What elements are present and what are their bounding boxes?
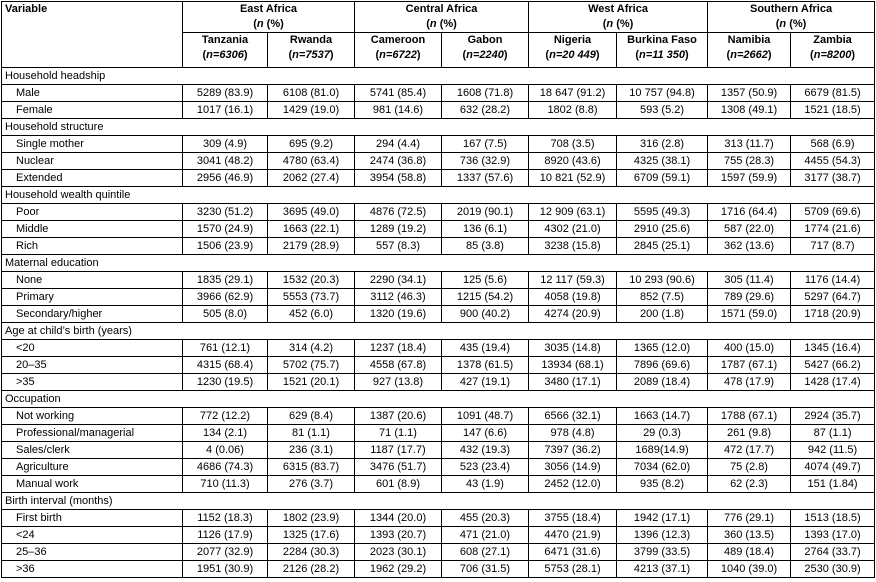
table-cell: 4470 (21.9) <box>529 527 617 544</box>
table-cell: 706 (31.5) <box>442 561 529 578</box>
table-cell: 3056 (14.9) <box>529 459 617 476</box>
region-header: Southern Africa (n (%) <box>708 2 875 33</box>
table-cell: 81 (1.1) <box>268 425 355 442</box>
table-cell: 87 (1.1) <box>791 425 875 442</box>
table-cell: 43 (1.9) <box>442 476 529 493</box>
section-row <box>2 187 875 204</box>
table-row <box>2 374 875 391</box>
table-cell: 1835 (29.1) <box>183 272 268 289</box>
row-label: Extended <box>2 170 183 187</box>
table-cell: 1320 (19.6) <box>355 306 442 323</box>
table-cell: 776 (29.1) <box>708 510 791 527</box>
table-cell: 452 (6.0) <box>268 306 355 323</box>
table-cell: 1187 (17.7) <box>355 442 442 459</box>
country-header: Burkina Faso (n=11 350) <box>617 33 708 68</box>
table-cell: 935 (8.2) <box>617 476 708 493</box>
table-cell: 1365 (12.0) <box>617 340 708 357</box>
table-cell: 695 (9.2) <box>268 136 355 153</box>
table-cell: 942 (11.5) <box>791 442 875 459</box>
table-cell: 13934 (68.1) <box>529 357 617 374</box>
table-cell: 1608 (71.8) <box>442 85 529 102</box>
table-cell: 1378 (61.5) <box>442 357 529 374</box>
table-cell: 489 (18.4) <box>708 544 791 561</box>
table-cell: 1663 (14.7) <box>617 408 708 425</box>
table-cell: 6709 (59.1) <box>617 170 708 187</box>
table-cell: 1325 (17.6) <box>268 527 355 544</box>
row-label: Male <box>2 85 183 102</box>
table-cell: 1570 (24.9) <box>183 221 268 238</box>
table-cell: 309 (4.9) <box>183 136 268 153</box>
row-label: Secondary/higher <box>2 306 183 323</box>
table-cell: 4274 (20.9) <box>529 306 617 323</box>
row-label: Primary <box>2 289 183 306</box>
table-row <box>2 408 875 425</box>
table-cell: 736 (32.9) <box>442 153 529 170</box>
row-label: None <box>2 272 183 289</box>
table-cell: 360 (13.5) <box>708 527 791 544</box>
table-row <box>2 340 875 357</box>
table-cell: 601 (8.9) <box>355 476 442 493</box>
table-cell: 294 (4.4) <box>355 136 442 153</box>
table-cell: 1718 (20.9) <box>791 306 875 323</box>
row-label: Not working <box>2 408 183 425</box>
table-cell: 717 (8.7) <box>791 238 875 255</box>
table-cell: 3177 (38.7) <box>791 170 875 187</box>
table-cell: 2910 (25.6) <box>617 221 708 238</box>
table-cell: 1951 (30.9) <box>183 561 268 578</box>
table-cell: 1716 (64.4) <box>708 204 791 221</box>
table-cell: 5427 (66.2) <box>791 357 875 374</box>
row-label: Agriculture <box>2 459 183 476</box>
table-cell: 6471 (31.6) <box>529 544 617 561</box>
table-cell: 4876 (72.5) <box>355 204 442 221</box>
table-cell: 4302 (21.0) <box>529 221 617 238</box>
table-row <box>2 170 875 187</box>
row-label: Nuclear <box>2 153 183 170</box>
table-cell: 4325 (38.1) <box>617 153 708 170</box>
table-cell: 472 (17.7) <box>708 442 791 459</box>
table-cell: 6679 (81.5) <box>791 85 875 102</box>
table-cell: 557 (8.3) <box>355 238 442 255</box>
row-label: Single mother <box>2 136 183 153</box>
table-cell: 147 (6.6) <box>442 425 529 442</box>
row-label: Poor <box>2 204 183 221</box>
table-cell: 2290 (34.1) <box>355 272 442 289</box>
table-cell: 2956 (46.9) <box>183 170 268 187</box>
table-cell: 151 (1.84) <box>791 476 875 493</box>
table-cell: 2284 (30.3) <box>268 544 355 561</box>
table-cell: 471 (21.0) <box>442 527 529 544</box>
table-cell: 3799 (33.5) <box>617 544 708 561</box>
section-title: Household headship <box>2 68 875 85</box>
table-cell: 5595 (49.3) <box>617 204 708 221</box>
table-cell: 2179 (28.9) <box>268 238 355 255</box>
table-cell: 5753 (28.1) <box>529 561 617 578</box>
country-header: Gabon (n=2240) <box>442 33 529 68</box>
table-cell: 1308 (49.1) <box>708 102 791 119</box>
table-cell: 1663 (22.1) <box>268 221 355 238</box>
table-cell: 629 (8.4) <box>268 408 355 425</box>
table-cell: 10 821 (52.9) <box>529 170 617 187</box>
table-row <box>2 204 875 221</box>
table-cell: 478 (17.9) <box>708 374 791 391</box>
section-title: Birth interval (months) <box>2 493 875 510</box>
table-cell: 1521 (18.5) <box>791 102 875 119</box>
table-cell: 1017 (16.1) <box>183 102 268 119</box>
table-cell: 134 (2.1) <box>183 425 268 442</box>
section-title: Household wealth quintile <box>2 187 875 204</box>
table-cell: 3695 (49.0) <box>268 204 355 221</box>
table-cell: 1040 (39.0) <box>708 561 791 578</box>
table-cell: 7896 (69.6) <box>617 357 708 374</box>
section-row <box>2 119 875 136</box>
table-cell: 1942 (17.1) <box>617 510 708 527</box>
region-header: East Africa (n (%) <box>183 2 355 33</box>
table-cell: 10 757 (94.8) <box>617 85 708 102</box>
table-cell: 978 (4.8) <box>529 425 617 442</box>
table-cell: 772 (12.2) <box>183 408 268 425</box>
table-cell: 1387 (20.6) <box>355 408 442 425</box>
table-cell: 523 (23.4) <box>442 459 529 476</box>
table-cell: 1521 (20.1) <box>268 374 355 391</box>
table-cell: 167 (7.5) <box>442 136 529 153</box>
table-row <box>2 561 875 578</box>
section-title: Age at child’s birth (years) <box>2 323 875 340</box>
table-cell: 1802 (8.8) <box>529 102 617 119</box>
table-cell: 1532 (20.3) <box>268 272 355 289</box>
table-cell: 2089 (18.4) <box>617 374 708 391</box>
table-cell: 710 (11.3) <box>183 476 268 493</box>
table-cell: 708 (3.5) <box>529 136 617 153</box>
table-cell: 3954 (58.8) <box>355 170 442 187</box>
table-cell: 789 (29.6) <box>708 289 791 306</box>
table-cell: 314 (4.2) <box>268 340 355 357</box>
table-cell: 125 (5.6) <box>442 272 529 289</box>
table-cell: 4 (0.06) <box>183 442 268 459</box>
table-cell: 4455 (54.3) <box>791 153 875 170</box>
table-cell: 5709 (69.6) <box>791 204 875 221</box>
table-cell: 5741 (85.4) <box>355 85 442 102</box>
table-row <box>2 102 875 119</box>
row-label: Manual work <box>2 476 183 493</box>
table-cell: 2530 (30.9) <box>791 561 875 578</box>
table-cell: 3238 (15.8) <box>529 238 617 255</box>
section-title: Household structure <box>2 119 875 136</box>
table-cell: 3476 (51.7) <box>355 459 442 476</box>
table-cell: 1393 (20.7) <box>355 527 442 544</box>
table-row <box>2 238 875 255</box>
table-row <box>2 357 875 374</box>
table-cell: 1344 (20.0) <box>355 510 442 527</box>
table-cell: 4213 (37.1) <box>617 561 708 578</box>
table-cell: 1345 (16.4) <box>791 340 875 357</box>
table-cell: 852 (7.5) <box>617 289 708 306</box>
table-row <box>2 272 875 289</box>
table-cell: 4780 (63.4) <box>268 153 355 170</box>
table-cell: 1802 (23.9) <box>268 510 355 527</box>
section-title: Occupation <box>2 391 875 408</box>
table-cell: 755 (28.3) <box>708 153 791 170</box>
table-cell: 236 (3.1) <box>268 442 355 459</box>
table-cell: 7397 (36.2) <box>529 442 617 459</box>
row-label: <20 <box>2 340 183 357</box>
row-label: 25–36 <box>2 544 183 561</box>
table-row <box>2 442 875 459</box>
table-row <box>2 85 875 102</box>
table-row <box>2 510 875 527</box>
section-title: Maternal education <box>2 255 875 272</box>
table-cell: 276 (3.7) <box>268 476 355 493</box>
section-row <box>2 255 875 272</box>
table-cell: 85 (3.8) <box>442 238 529 255</box>
table-cell: 4074 (49.7) <box>791 459 875 476</box>
variable-header: Variable <box>2 2 183 68</box>
table-cell: 3230 (51.2) <box>183 204 268 221</box>
row-label: Sales/clerk <box>2 442 183 459</box>
table-cell: 3112 (46.3) <box>355 289 442 306</box>
table-row <box>2 153 875 170</box>
table-cell: 1393 (17.0) <box>791 527 875 544</box>
table-cell: 29 (0.3) <box>617 425 708 442</box>
table-cell: 1788 (67.1) <box>708 408 791 425</box>
table-cell: 362 (13.6) <box>708 238 791 255</box>
table-cell: 568 (6.9) <box>791 136 875 153</box>
table-cell: 305 (11.4) <box>708 272 791 289</box>
table-cell: 1215 (54.2) <box>442 289 529 306</box>
row-label: >35 <box>2 374 183 391</box>
table-cell: 316 (2.8) <box>617 136 708 153</box>
table-cell: 2077 (32.9) <box>183 544 268 561</box>
table-cell: 4315 (68.4) <box>183 357 268 374</box>
table-cell: 2019 (90.1) <box>442 204 529 221</box>
table-row <box>2 306 875 323</box>
table-cell: 927 (13.8) <box>355 374 442 391</box>
table-row <box>2 136 875 153</box>
table-cell: 587 (22.0) <box>708 221 791 238</box>
table-cell: 632 (28.2) <box>442 102 529 119</box>
table-cell: 1429 (19.0) <box>268 102 355 119</box>
table-cell: 2452 (12.0) <box>529 476 617 493</box>
table-cell: 5702 (75.7) <box>268 357 355 374</box>
country-header: Nigeria (n=20 449) <box>529 33 617 68</box>
table-cell: 981 (14.6) <box>355 102 442 119</box>
table-cell: 7034 (62.0) <box>617 459 708 476</box>
row-label: Female <box>2 102 183 119</box>
country-header: Namibia (n=2662) <box>708 33 791 68</box>
country-header: Rwanda (n=7537) <box>268 33 355 68</box>
table-cell: 2062 (27.4) <box>268 170 355 187</box>
table-row <box>2 221 875 238</box>
row-label: >36 <box>2 561 183 578</box>
table-row <box>2 289 875 306</box>
row-label: First birth <box>2 510 183 527</box>
table-cell: 2924 (35.7) <box>791 408 875 425</box>
table-cell: 4686 (74.3) <box>183 459 268 476</box>
table-cell: 62 (2.3) <box>708 476 791 493</box>
table-row <box>2 527 875 544</box>
row-label: Middle <box>2 221 183 238</box>
country-header: Tanzania (n=6306) <box>183 33 268 68</box>
table-cell: 2764 (33.7) <box>791 544 875 561</box>
table-cell: 6315 (83.7) <box>268 459 355 476</box>
table-row <box>2 544 875 561</box>
table-cell: 1428 (17.4) <box>791 374 875 391</box>
table-cell: 3035 (14.8) <box>529 340 617 357</box>
table-cell: 435 (19.4) <box>442 340 529 357</box>
table-cell: 505 (8.0) <box>183 306 268 323</box>
section-row <box>2 391 875 408</box>
table-cell: 5289 (83.9) <box>183 85 268 102</box>
section-row <box>2 493 875 510</box>
table-cell: 5553 (73.7) <box>268 289 355 306</box>
table-cell: 5297 (64.7) <box>791 289 875 306</box>
table-cell: 261 (9.8) <box>708 425 791 442</box>
table-cell: 4058 (19.8) <box>529 289 617 306</box>
table-cell: 1396 (12.3) <box>617 527 708 544</box>
demographics-table <box>1 1 875 578</box>
table-row <box>2 476 875 493</box>
row-label: Rich <box>2 238 183 255</box>
table-cell: 1689(14.9) <box>617 442 708 459</box>
table-cell: 1230 (19.5) <box>183 374 268 391</box>
table-cell: 3966 (62.9) <box>183 289 268 306</box>
table-cell: 1506 (23.9) <box>183 238 268 255</box>
table-cell: 427 (19.1) <box>442 374 529 391</box>
row-label: Professional/managerial <box>2 425 183 442</box>
table-cell: 3755 (18.4) <box>529 510 617 527</box>
table-cell: 8920 (43.6) <box>529 153 617 170</box>
table-cell: 1152 (18.3) <box>183 510 268 527</box>
table-cell: 2023 (30.1) <box>355 544 442 561</box>
table-cell: 75 (2.8) <box>708 459 791 476</box>
table-cell: 1176 (14.4) <box>791 272 875 289</box>
table-cell: 1774 (21.6) <box>791 221 875 238</box>
table-cell: 761 (12.1) <box>183 340 268 357</box>
row-label: <24 <box>2 527 183 544</box>
table-cell: 593 (5.2) <box>617 102 708 119</box>
table-cell: 4558 (67.8) <box>355 357 442 374</box>
table-cell: 136 (6.1) <box>442 221 529 238</box>
section-row <box>2 323 875 340</box>
table-cell: 12 909 (63.1) <box>529 204 617 221</box>
table-row <box>2 425 875 442</box>
table-cell: 1571 (59.0) <box>708 306 791 323</box>
table-cell: 1126 (17.9) <box>183 527 268 544</box>
table-cell: 3480 (17.1) <box>529 374 617 391</box>
region-header: West Africa (n (%) <box>529 2 708 33</box>
table-cell: 200 (1.8) <box>617 306 708 323</box>
country-header: Zambia (n=8200) <box>791 33 875 68</box>
table-cell: 1289 (19.2) <box>355 221 442 238</box>
table-cell: 1787 (67.1) <box>708 357 791 374</box>
table-cell: 455 (20.3) <box>442 510 529 527</box>
table-cell: 2126 (28.2) <box>268 561 355 578</box>
table-cell: 400 (15.0) <box>708 340 791 357</box>
table-cell: 6566 (32.1) <box>529 408 617 425</box>
table-cell: 3041 (48.2) <box>183 153 268 170</box>
table-cell: 1091 (48.7) <box>442 408 529 425</box>
table-cell: 12 117 (59.3) <box>529 272 617 289</box>
table-cell: 432 (19.3) <box>442 442 529 459</box>
table-cell: 2845 (25.1) <box>617 238 708 255</box>
section-row <box>2 68 875 85</box>
table-cell: 313 (11.7) <box>708 136 791 153</box>
table-cell: 6108 (81.0) <box>268 85 355 102</box>
table-cell: 1513 (18.5) <box>791 510 875 527</box>
row-label: 20–35 <box>2 357 183 374</box>
table-row <box>2 459 875 476</box>
region-header: Central Africa (n (%) <box>355 2 529 33</box>
table-cell: 900 (40.2) <box>442 306 529 323</box>
table-cell: 1597 (59.9) <box>708 170 791 187</box>
table-cell: 71 (1.1) <box>355 425 442 442</box>
country-header: Cameroon (n=6722) <box>355 33 442 68</box>
table-cell: 1337 (57.6) <box>442 170 529 187</box>
table-cell: 1357 (50.9) <box>708 85 791 102</box>
table-cell: 1237 (18.4) <box>355 340 442 357</box>
table-cell: 18 647 (91.2) <box>529 85 617 102</box>
table-cell: 2474 (36.8) <box>355 153 442 170</box>
table-cell: 10 293 (90.6) <box>617 272 708 289</box>
table-cell: 608 (27.1) <box>442 544 529 561</box>
table-cell: 1962 (29.2) <box>355 561 442 578</box>
